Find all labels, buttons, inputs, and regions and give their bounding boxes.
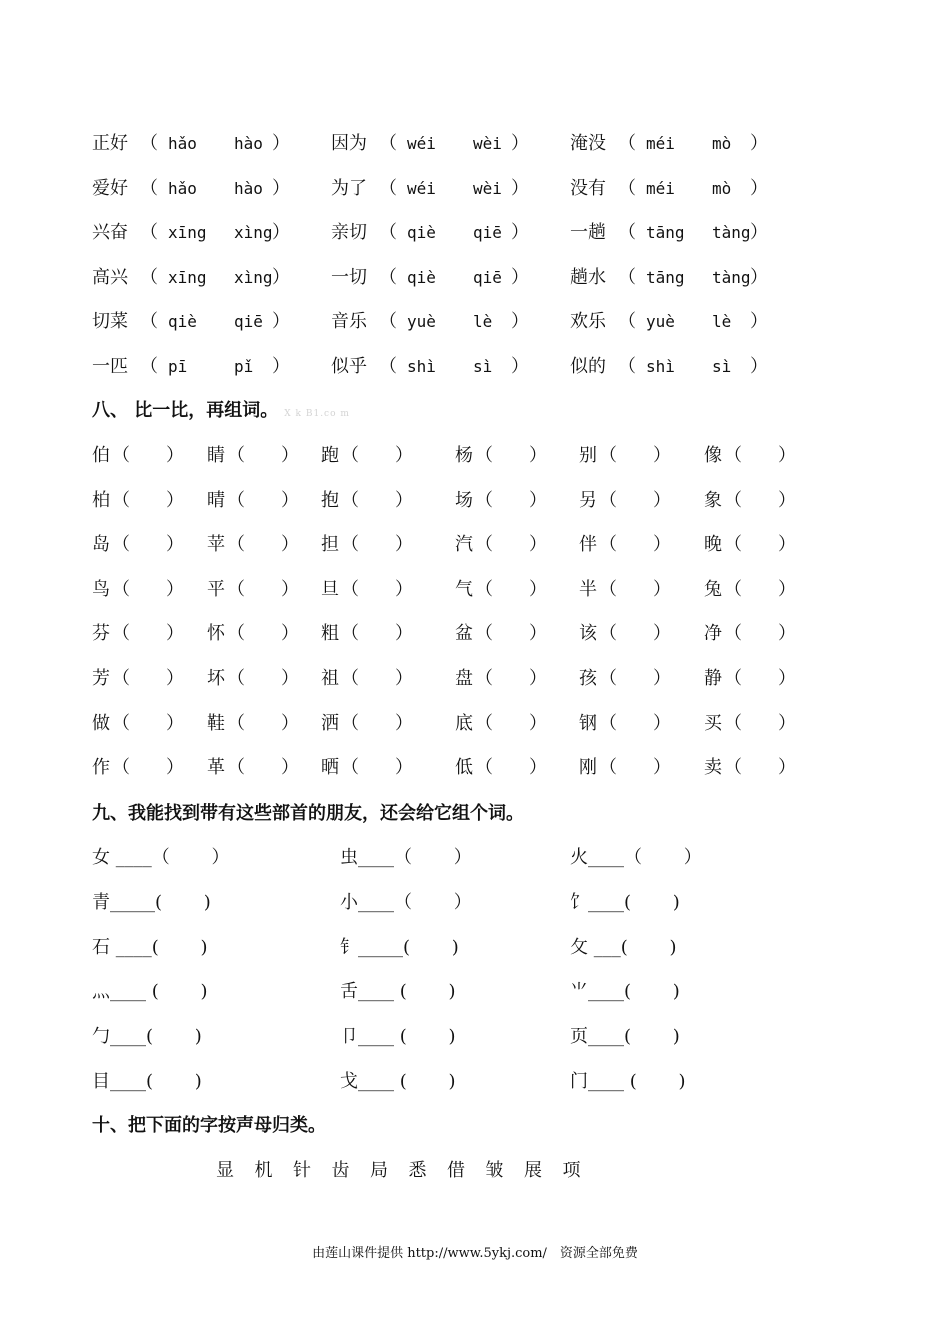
word-text: 淹没: [570, 133, 606, 154]
word-text: 切菜: [92, 311, 128, 333]
initial-character: 显: [216, 1160, 234, 1181]
compare-row: [0, 486, 950, 516]
radical-item: 攵 ___( ): [570, 936, 677, 958]
pinyin-option-1: qiè: [407, 223, 436, 243]
compare-character: 旦: [321, 578, 339, 600]
compare-row: [0, 441, 950, 471]
compare-character: 杨: [455, 445, 473, 466]
pinyin-option-1: xīng: [168, 267, 207, 287]
pinyin-option-2: sì: [712, 357, 732, 376]
paren-close: ）: [750, 266, 768, 288]
compare-row: [0, 619, 950, 649]
answer-blank: （ ）: [724, 489, 796, 511]
word-text: 因为: [331, 133, 367, 154]
radical-item: 石 ____( ): [92, 936, 208, 958]
compare-character: 底: [455, 712, 473, 734]
pinyin-row: [0, 129, 950, 159]
word-text: 音乐: [331, 311, 367, 333]
pinyin-option-2: wèi: [473, 134, 502, 153]
pinyin-row: [0, 352, 950, 382]
paren-close: ）: [750, 356, 768, 377]
compare-character: 静: [704, 668, 722, 689]
word-text: 爱好: [92, 177, 128, 199]
paren-close: ）: [511, 222, 529, 244]
paren-open: （: [379, 311, 397, 333]
paren-close: ）: [750, 311, 768, 333]
answer-blank: （ ）: [112, 712, 184, 734]
compare-character: 苹: [207, 534, 225, 556]
initial-character: 项: [562, 1160, 581, 1181]
radical-row: [0, 843, 950, 873]
compare-character: 抱: [321, 489, 339, 511]
pinyin-option-2: lè: [473, 312, 493, 332]
paren-close: ）: [750, 177, 768, 199]
pinyin-option-1: yuè: [646, 312, 675, 332]
initial-character: 齿: [331, 1160, 350, 1181]
paren-open: （: [140, 133, 158, 154]
compare-character: 担: [321, 534, 339, 556]
answer-blank: （ ）: [724, 445, 796, 466]
answer-blank: （ ）: [475, 489, 547, 511]
answer-blank: （ ）: [475, 445, 547, 466]
initial-character: 针: [293, 1160, 311, 1181]
pinyin-option-1: méi: [646, 178, 675, 198]
word-text: 高兴: [92, 266, 128, 288]
radical-item: ⺌____( ): [570, 981, 680, 1003]
pinyin-option-2: qiē: [473, 223, 502, 243]
compare-character: 跑: [321, 445, 339, 466]
pinyin-option-2: mò: [712, 134, 732, 153]
word-text: 似乎: [331, 356, 367, 377]
answer-blank: （ ）: [341, 578, 413, 600]
radical-item: 门____ ( ): [570, 1071, 686, 1092]
compare-character: 气: [455, 578, 473, 600]
answer-blank: （ ）: [227, 534, 299, 556]
paren-open: （: [140, 222, 158, 244]
pinyin-row: [0, 218, 950, 248]
radical-item: 页____( ): [570, 1026, 680, 1048]
compare-character: 晒: [321, 757, 339, 779]
answer-blank: （ ）: [341, 534, 413, 556]
section-10-title: 十、把下面的字按声母归类。: [92, 1115, 326, 1136]
answer-blank: （ ）: [599, 712, 671, 734]
compare-character: 钢: [579, 712, 597, 734]
initial-character: 机: [254, 1160, 273, 1181]
paren-open: （: [618, 356, 636, 377]
pinyin-option-2: mò: [712, 178, 732, 198]
section-9-title: 九、我能找到带有这些部首的朋友，还会给它组个词。: [92, 803, 524, 824]
paren-open: （: [140, 266, 158, 288]
paren-close: ）: [511, 311, 529, 333]
section-8-title: [92, 396, 350, 429]
paren-open: （: [618, 222, 636, 244]
pinyin-option-2: lè: [712, 312, 732, 332]
compare-row: [0, 575, 950, 605]
paren-close: ）: [750, 222, 768, 244]
pinyin-option-2: tàng: [712, 223, 751, 243]
compare-character: 兔: [704, 578, 722, 600]
word-text: 兴奋: [92, 222, 128, 244]
pinyin-option-2: sì: [473, 357, 493, 376]
answer-blank: （ ）: [475, 712, 547, 734]
initial-character: 悉: [408, 1160, 427, 1181]
answer-blank: （ ）: [475, 668, 547, 689]
compare-character: 坏: [207, 668, 225, 689]
compare-character: 鞋: [207, 712, 225, 734]
pinyin-option-1: wéi: [407, 178, 436, 198]
paren-open: （: [379, 177, 397, 199]
compare-row: [0, 664, 950, 694]
answer-blank: （ ）: [475, 623, 547, 645]
paren-close: ）: [511, 177, 529, 199]
paren-close: ）: [511, 356, 529, 377]
radical-row: [0, 977, 950, 1007]
compare-character: 洒: [321, 712, 339, 734]
answer-blank: （ ）: [112, 534, 184, 556]
pinyin-option-1: méi: [646, 134, 675, 153]
radical-item: 虫____（ ）: [340, 847, 472, 868]
answer-blank: （ ）: [112, 578, 184, 600]
pinyin-option-1: hǎo: [168, 134, 197, 153]
compare-character: 芳: [92, 668, 110, 689]
radical-item: 勹____( ): [92, 1026, 202, 1048]
answer-blank: （ ）: [724, 578, 796, 600]
radical-item: 饣____( ): [570, 891, 680, 913]
answer-blank: （ ）: [227, 578, 299, 600]
paren-open: （: [618, 311, 636, 333]
paren-open: （: [618, 133, 636, 154]
answer-blank: （ ）: [475, 578, 547, 600]
pinyin-option-2: qiē: [234, 312, 263, 332]
answer-blank: （ ）: [475, 534, 547, 556]
answer-blank: （ ）: [112, 623, 184, 645]
paren-open: （: [618, 177, 636, 199]
compare-row: [0, 530, 950, 560]
answer-blank: （ ）: [112, 445, 184, 466]
answer-blank: （ ）: [227, 445, 299, 466]
compare-character: 伴: [579, 534, 597, 556]
compare-character: 粗: [321, 623, 339, 645]
radical-item: 青_____( ): [92, 891, 211, 913]
paren-open: （: [379, 222, 397, 244]
paren-open: （: [379, 266, 397, 288]
compare-character: 该: [579, 623, 597, 645]
page-footer: 由莲山课件提供 http://www.5ykj.com/ 资源全部免费: [312, 1246, 638, 1261]
pinyin-option-1: tāng: [646, 267, 685, 287]
pinyin-option-1: xīng: [168, 223, 207, 243]
word-text: 为了: [331, 177, 367, 199]
answer-blank: （ ）: [724, 712, 796, 734]
compare-character: 净: [704, 623, 722, 645]
compare-character: 半: [579, 578, 597, 600]
paren-close: ）: [750, 133, 768, 154]
initials-characters-line: [216, 1156, 601, 1186]
compare-character: 另: [579, 489, 597, 511]
compare-character: 作: [92, 757, 110, 779]
compare-character: 柏: [92, 489, 110, 511]
compare-character: 买: [704, 712, 722, 734]
compare-character: 岛: [92, 534, 110, 556]
compare-character: 晴: [207, 489, 225, 511]
compare-character: 睛: [207, 445, 225, 466]
answer-blank: （ ）: [724, 534, 796, 556]
answer-blank: （ ）: [724, 757, 796, 779]
compare-character: 盘: [455, 668, 473, 689]
radical-item: 目____( ): [92, 1071, 202, 1092]
radical-row: [0, 1067, 950, 1097]
compare-character: 场: [455, 489, 473, 511]
radical-item: 卩____ ( ): [340, 1026, 456, 1048]
word-text: 似的: [570, 356, 606, 377]
radical-item: 舌____ ( ): [340, 981, 456, 1003]
answer-blank: （ ）: [341, 668, 413, 689]
compare-character: 芬: [92, 623, 110, 645]
compare-character: 象: [704, 489, 722, 511]
compare-character: 像: [704, 445, 722, 466]
paren-close: ）: [272, 133, 290, 154]
radical-item: 戈____ ( ): [340, 1071, 456, 1092]
answer-blank: （ ）: [599, 757, 671, 779]
initial-character: 局: [370, 1160, 388, 1181]
compare-character: 汽: [455, 534, 473, 556]
compare-character: 别: [579, 445, 597, 466]
watermark-text: X k B1.co m: [284, 409, 350, 419]
answer-blank: （ ）: [599, 578, 671, 600]
pinyin-option-2: wèi: [473, 178, 502, 198]
radical-row: [0, 933, 950, 963]
pinyin-option-2: hào: [234, 134, 263, 153]
pinyin-option-1: yuè: [407, 312, 436, 332]
pinyin-option-1: qiè: [407, 267, 436, 287]
paren-open: （: [140, 356, 158, 377]
compare-character: 祖: [321, 668, 339, 689]
answer-blank: （ ）: [112, 668, 184, 689]
answer-blank: （ ）: [341, 623, 413, 645]
pinyin-row: [0, 263, 950, 293]
compare-character: 伯: [92, 445, 110, 466]
answer-blank: （ ）: [599, 489, 671, 511]
pinyin-option-1: tāng: [646, 223, 685, 243]
word-text: 没有: [570, 177, 606, 199]
compare-character: 革: [207, 757, 225, 779]
answer-blank: （ ）: [227, 489, 299, 511]
radical-item: 灬____ ( ): [92, 981, 208, 1003]
paren-open: （: [140, 177, 158, 199]
pinyin-option-2: qiē: [473, 267, 502, 287]
answer-blank: （ ）: [599, 623, 671, 645]
word-text: 一匹: [92, 356, 128, 377]
compare-character: 盆: [455, 623, 473, 645]
answer-blank: （ ）: [341, 712, 413, 734]
answer-blank: （ ）: [599, 445, 671, 466]
paren-open: （: [379, 133, 397, 154]
answer-blank: （ ）: [599, 668, 671, 689]
word-text: 欢乐: [570, 311, 606, 333]
radical-row: [0, 888, 950, 918]
radical-row: [0, 1022, 950, 1052]
compare-row: [0, 753, 950, 783]
radical-item: 钅_____( ): [340, 936, 459, 958]
section-8-title-text: 八、 比一比，再组词。: [92, 400, 279, 421]
initial-character: 借: [447, 1160, 465, 1181]
compare-character: 鸟: [92, 578, 110, 600]
answer-blank: （ ）: [599, 534, 671, 556]
word-text: 正好: [92, 133, 128, 154]
pinyin-option-1: shì: [646, 357, 675, 376]
answer-blank: （ ）: [227, 623, 299, 645]
radical-item: 女 ____（ ）: [92, 847, 230, 868]
paren-open: （: [379, 356, 397, 377]
word-text: 亲切: [331, 222, 367, 244]
compare-character: 刚: [579, 757, 597, 779]
pinyin-option-2: xìng: [234, 223, 273, 243]
pinyin-option-1: qiè: [168, 312, 197, 332]
answer-blank: （ ）: [724, 623, 796, 645]
pinyin-option-1: pī: [168, 357, 188, 376]
answer-blank: （ ）: [227, 668, 299, 689]
paren-open: （: [140, 311, 158, 333]
paren-close: ）: [272, 177, 290, 199]
compare-character: 怀: [207, 623, 225, 645]
compare-character: 做: [92, 712, 110, 734]
answer-blank: （ ）: [227, 757, 299, 779]
radical-item: 小____（ ）: [340, 891, 472, 913]
compare-character: 晚: [704, 534, 722, 556]
answer-blank: （ ）: [341, 445, 413, 466]
answer-blank: （ ）: [227, 712, 299, 734]
answer-blank: （ ）: [475, 757, 547, 779]
pinyin-option-1: wéi: [407, 134, 436, 153]
answer-blank: （ ）: [112, 757, 184, 779]
paren-open: （: [618, 266, 636, 288]
pinyin-option-1: shì: [407, 357, 436, 376]
pinyin-option-1: hǎo: [168, 178, 197, 198]
pinyin-option-2: hào: [234, 178, 263, 198]
answer-blank: （ ）: [724, 668, 796, 689]
paren-close: ）: [272, 311, 290, 333]
answer-blank: （ ）: [112, 489, 184, 511]
pinyin-row: [0, 174, 950, 204]
word-text: 趟水: [570, 266, 606, 288]
word-text: 一趟: [570, 222, 606, 244]
compare-character: 卖: [704, 757, 722, 779]
answer-blank: （ ）: [341, 757, 413, 779]
pinyin-option-2: xìng: [234, 267, 273, 287]
compare-character: 低: [455, 757, 473, 779]
pinyin-option-2: tàng: [712, 267, 751, 287]
initial-character: 展: [524, 1160, 542, 1181]
radical-item: 火____（ ）: [570, 847, 702, 868]
paren-close: ）: [272, 356, 290, 377]
paren-close: ）: [511, 133, 529, 154]
answer-blank: （ ）: [341, 489, 413, 511]
compare-character: 平: [207, 578, 225, 600]
compare-row: [0, 709, 950, 739]
compare-character: 孩: [579, 668, 597, 689]
pinyin-option-2: pǐ: [234, 357, 254, 376]
pinyin-row: [0, 307, 950, 337]
paren-close: ）: [272, 222, 290, 244]
word-text: 一切: [331, 266, 367, 288]
paren-close: ）: [272, 266, 290, 288]
paren-close: ）: [511, 266, 529, 288]
initial-character: 皱: [485, 1160, 504, 1181]
